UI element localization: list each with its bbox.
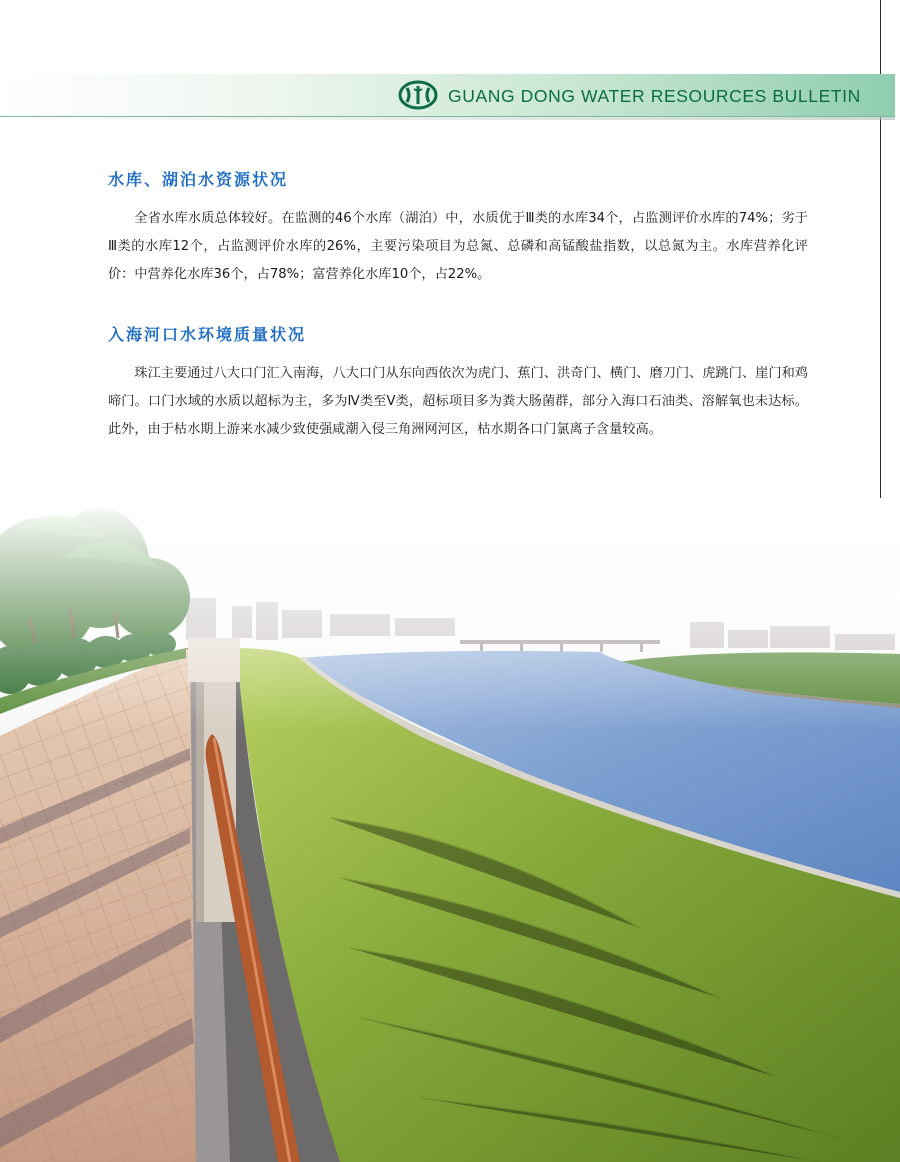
riverside-embankment-photo [0,498,900,1162]
paragraph-estuary: 珠江主要通过八大口门汇入南海，八大口门从东向西依次为虎门、蕉门、洪奇门、横门、磨刀门、虎跳门、崖门和鸡啼门。口门水域的水质以超标为主，多为Ⅳ类至Ⅴ类，超标项目多为粪大肠菌群，部分入海口石油类、溶解氧也未达标。此外，由于枯水期上游来水减少致使强咸潮入侵三角洲网河区，枯水期各口门氯离子含量较高。 [108,366,808,437]
water-resources-logo-icon [398,80,438,110]
section-title-estuary: 入海河口水环境质量状况 [108,325,307,344]
section-title-reservoir: 水库、湖泊水资源状况 [108,170,289,189]
header-shadow [0,117,895,120]
paragraph-reservoir: 全省水库水质总体较好。在监测的46个水库（湖泊）中，水质优于Ⅲ类的水库34个，占监测评价水库的74%；劣于Ⅲ类的水库12个，占监测评价水库的26%，主要污染项目为总氮、总磷和高锰酸盐指数，以总氮为主。水库营养化评价：中营养化水库36个，占78%；富营养化水库10个，占22%。 [108,211,808,282]
bulletin-title: GUANG DONG WATER RESOURCES BULLETIN [448,86,861,106]
